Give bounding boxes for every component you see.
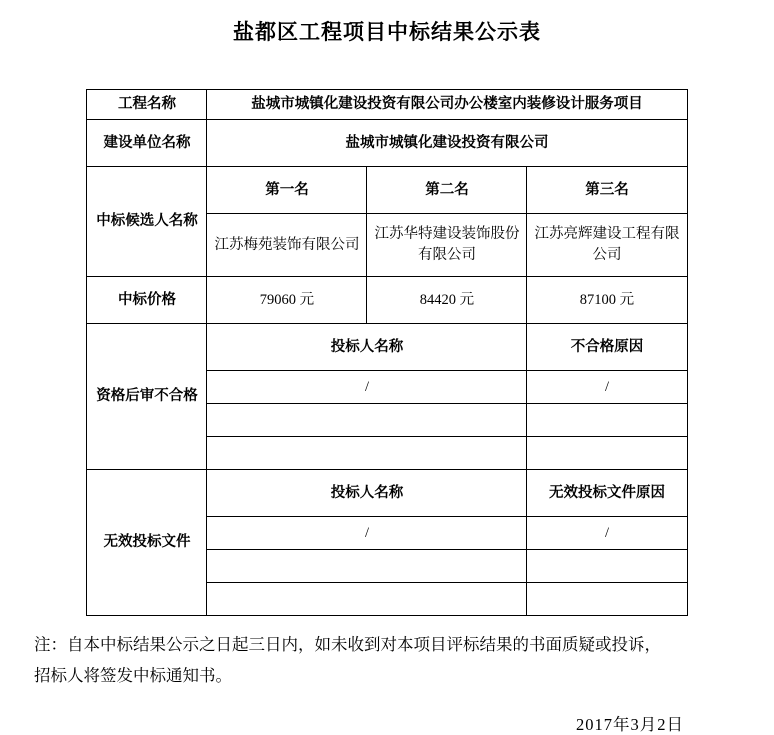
owner-value: 盐城市城镇化建设投资有限公司 xyxy=(207,120,687,167)
table-row xyxy=(87,277,687,324)
table-row xyxy=(87,90,687,120)
unqualified-label: 资格后审不合格 xyxy=(87,324,207,470)
rank-header-1: 第一名 xyxy=(207,167,367,214)
price-value-1: 79060 元 xyxy=(207,277,367,324)
note-line-2: 招标人将签发中标通知书。 xyxy=(34,665,232,685)
invalid-label: 无效投标文件 xyxy=(87,470,207,616)
price-label: 中标价格 xyxy=(87,277,207,324)
note-line-1: 注：自本中标结果公示之日起三日内，如未收到对本项目评标结果的书面质疑或投诉， xyxy=(34,635,661,655)
table-row xyxy=(87,120,687,167)
unqualified-cell-reason xyxy=(527,437,687,470)
bid-result-table xyxy=(86,89,687,616)
candidates-label: 中标候选人名称 xyxy=(87,167,207,277)
invalid-cell-reason xyxy=(527,550,687,583)
unqualified-cell-name: / xyxy=(207,371,527,404)
candidate-name-1: 江苏梅苑装饰有限公司 xyxy=(207,214,367,277)
unqualified-cell-name xyxy=(207,404,527,437)
price-value-2: 84420 元 xyxy=(367,277,527,324)
page-title: 盐都区工程项目中标结果公示表 xyxy=(233,21,541,44)
table-row xyxy=(87,470,687,517)
invalid-header-name: 投标人名称 xyxy=(207,470,527,517)
invalid-cell-name xyxy=(207,550,527,583)
unqualified-header-name: 投标人名称 xyxy=(207,324,527,371)
project-name-value: 盐城市城镇化建设投资有限公司办公楼室内装修设计服务项目 xyxy=(207,90,687,120)
invalid-cell-reason: / xyxy=(527,517,687,550)
owner-label: 建设单位名称 xyxy=(87,120,207,167)
rank-header-2: 第二名 xyxy=(367,167,527,214)
unqualified-cell-name xyxy=(207,437,527,470)
notes-block xyxy=(34,630,740,691)
project-name-label: 工程名称 xyxy=(87,90,207,120)
invalid-cell-name xyxy=(207,583,527,616)
candidate-name-3: 江苏亮辉建设工程有限公司 xyxy=(527,214,687,277)
unqualified-header-reason: 不合格原因 xyxy=(527,324,687,371)
invalid-cell-name: / xyxy=(207,517,527,550)
table-row xyxy=(87,167,687,214)
document-page xyxy=(0,16,774,735)
price-value-3: 87100 元 xyxy=(527,277,687,324)
unqualified-cell-reason: / xyxy=(527,371,687,404)
unqualified-cell-reason xyxy=(527,404,687,437)
table-row xyxy=(87,324,687,371)
publish-date: 2017年3月2日 xyxy=(576,715,684,735)
invalid-cell-reason xyxy=(527,583,687,616)
rank-header-3: 第三名 xyxy=(527,167,687,214)
invalid-header-reason: 无效投标文件原因 xyxy=(527,470,687,517)
candidate-name-2: 江苏华特建设装饰股份有限公司 xyxy=(367,214,527,277)
